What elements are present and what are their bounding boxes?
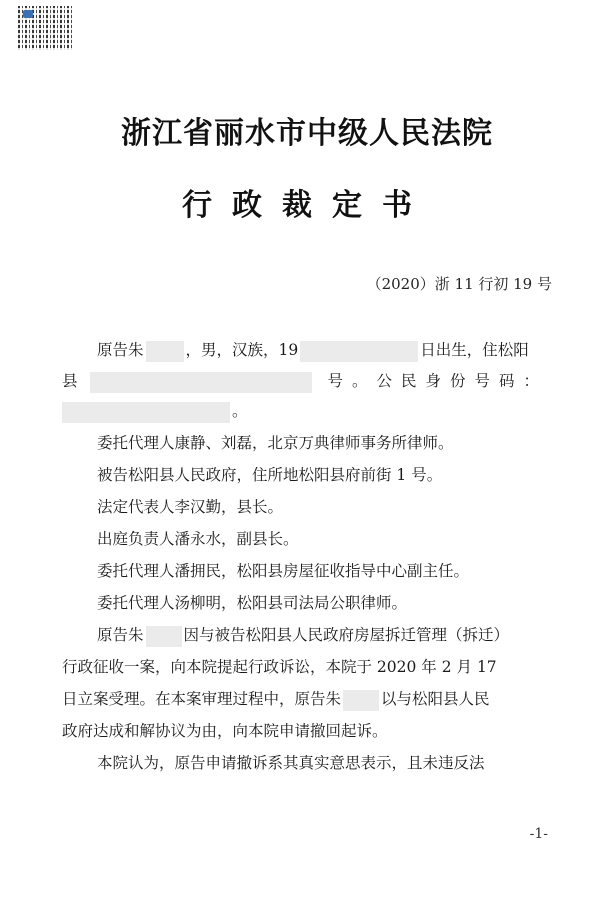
plaintiff-line-2: 县 号。公民身份号码： — [62, 369, 548, 393]
legal-rep-line: 法定代表人李汉勤，县长。 — [97, 498, 284, 516]
redaction — [300, 341, 418, 362]
facts-line-4: 政府达成和解协议为由，向本院申请撤回起诉。 — [62, 722, 388, 740]
agent-line-3: 委托代理人汤柳明，松阳县司法局公职律师。 — [97, 594, 408, 612]
court-name: 浙江省丽水市中级人民法院 — [121, 116, 493, 151]
redaction — [90, 372, 312, 393]
redaction — [146, 341, 184, 362]
facts-line-1: 原告朱 因与被告松阳县人民政府房屋拆迁管理（拆迁） — [97, 623, 509, 647]
document-type: 行政裁定书 — [182, 188, 432, 223]
case-number: （2020）浙 11 行初 19 号 — [366, 275, 552, 293]
redaction — [146, 626, 182, 647]
agent-line-1: 委托代理人康静、刘磊，北京万典律师事务所律师。 — [97, 434, 454, 452]
facts-line-2: 行政征收一案，向本院提起行政诉讼，本院于 2020 年 2 月 17 — [62, 658, 497, 676]
facts-line-3: 日立案受理。在本案审理过程中，原告朱 以与松阳县人民 — [62, 687, 490, 711]
plaintiff-line-1: 原告朱 ，男，汉族，19 日出生，住松阳 — [97, 338, 529, 362]
redaction — [343, 690, 379, 711]
qr-logo-icon — [23, 10, 33, 18]
opinion-line-1: 本院认为，原告申请撤诉系其真实意思表示，且未违反法 — [97, 754, 485, 772]
court-rep-line: 出庭负责人潘永水，副县长。 — [97, 530, 299, 548]
plaintiff-line-3: 。 — [62, 399, 248, 423]
page-number: -1- — [529, 826, 548, 842]
defendant-line: 被告松阳县人民政府，住所地松阳县府前街 1 号。 — [97, 466, 443, 484]
agent-line-2: 委托代理人潘拥民，松阳县房屋征收指导中心副主任。 — [97, 562, 470, 580]
redaction — [62, 402, 230, 423]
